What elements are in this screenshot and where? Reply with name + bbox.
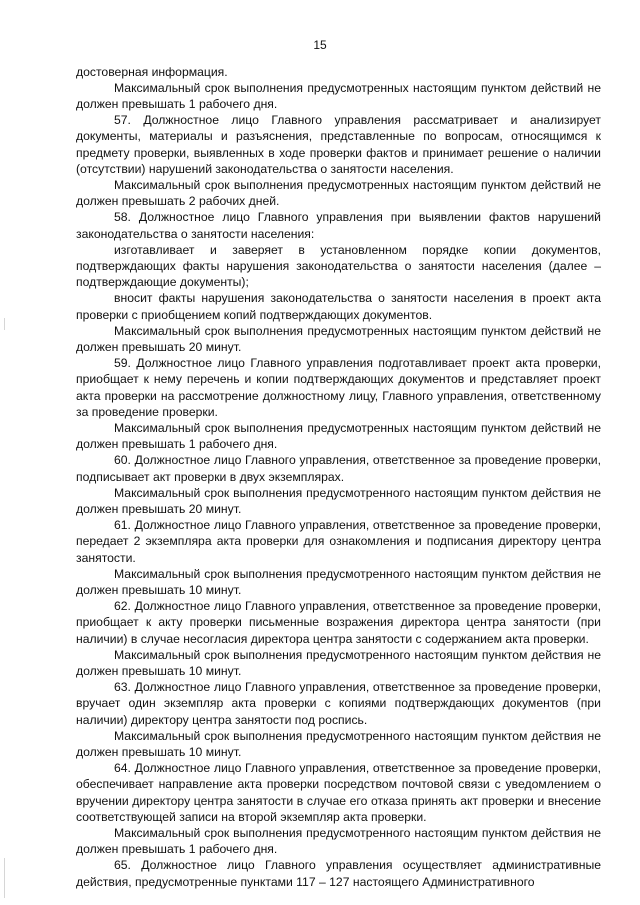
paragraph-deadline-20-min-2: Максимальный срок выполнения предусмотренного настоящим пунктом действия не должен превышать 20 минут.	[76, 485, 601, 516]
paragraph-item-58-sub-2: вносит факты нарушения законодательства о занятости населения в проект акта проверки с приобщением копий подтверждающих документов.	[76, 291, 601, 322]
paragraph-item-65: 65. Должностное лицо Главного управления осуществляет административные действия, предусмотренные пунктами 117 – 127 настоящего Административного	[76, 858, 601, 889]
paragraph-deadline-1-day-3: Максимальный срок выполнения предусмотренного настоящим пунктом действия не должен превышать 1 рабочего дня.	[76, 826, 601, 857]
paragraph-continuation: достоверная информация.	[76, 64, 228, 79]
document-body	[76, 64, 601, 890]
paragraph-item-57: 57. Должностное лицо Главного управления рассматривает и анализирует документы, материалы и разъяснения, представленные по вопросам, относящимся к предмету проверки, выявленных в ходе проверки фактов и принимает решение о наличии (отсутствии) нарушений законодательства о занятости населения.	[76, 113, 601, 176]
paragraph-deadline-20-min: Максимальный срок выполнения предусмотренных настоящим пунктом действий не должен превышать 20 минут.	[76, 323, 601, 354]
paragraph-item-58: 58. Должностное лицо Главного управления при выявлении фактов нарушений законодательства о занятости населения:	[76, 210, 601, 241]
paragraph-item-62: 62. Должностное лицо Главного управления, ответственное за проведение проверки, приобщает к акту проверки письменные возражения директора центра занятости (при наличии) в случае несогласия директора центра занятости с содержанием акта проверки.	[76, 599, 601, 646]
paragraph-item-63: 63. Должностное лицо Главного управления, ответственное за проведение проверки, вручает один экземпляр акта проверки с копиями подтверждающих документов (при наличии) директору центра занятости под роспись.	[76, 680, 601, 727]
paragraph-item-61: 61. Должностное лицо Главного управления, ответственное за проведение проверки, передает 2 экземпляра акта проверки для ознакомления и подписания директору центра занятости.	[76, 518, 601, 565]
paragraph-item-60: 60. Должностное лицо Главного управления, ответственное за проведение проверки, подписывает акт проверки в двух экземплярах.	[76, 453, 601, 484]
paragraph-deadline-10-min-2: Максимальный срок выполнения предусмотренного настоящим пунктом действия не должен превышать 10 минут.	[76, 647, 601, 679]
paragraph-deadline-2-days: Максимальный срок выполнения предусмотренных настоящим пунктом действий не должен превышать 2 рабочих дней.	[76, 177, 601, 209]
paragraph-deadline-1-day-2: Максимальный срок выполнения предусмотренных настоящим пунктом действий не должен превышать 1 рабочего дня.	[76, 420, 601, 452]
paragraph-item-64: 64. Должностное лицо Главного управления, ответственное за проведение проверки, обеспечивает направление акта проверки посредством почтовой связи с уведомлением о вручении директору центра занятости в случае его отказа принять акт проверки и внесение соответствующей записи на второй экземпляр акта проверки.	[76, 761, 601, 824]
left-margin-mark-top	[4, 318, 5, 330]
paragraph-deadline-10-min-3: Максимальный срок выполнения предусмотренного настоящим пунктом действия не должен превышать 10 минут.	[76, 728, 601, 760]
paragraph-deadline-1-day: Максимальный срок выполнения предусмотренных настоящим пунктом действий не должен превышать 1 рабочего дня.	[76, 80, 601, 111]
paragraph-item-58-sub-1: изготавливает и заверяет в установленном порядке копии документов, подтверждающих факты нарушения законодательства о занятости населения (далее – подтверждающие документы);	[76, 242, 601, 290]
paragraph-item-59: 59. Должностное лицо Главного управления подготавливает проект акта проверки, приобщает к нему перечень и копии подтверждающих документов и представляет проект акта проверки на рассмотрение должностному лицу, Главного управления, ответственному за проведение проверки.	[76, 356, 601, 419]
paragraph-deadline-10-min: Максимальный срок выполнения предусмотренного настоящим пунктом действия не должен превышать 10 минут.	[76, 566, 601, 597]
left-margin-mark-bottom	[4, 858, 5, 898]
page-number: 15	[313, 38, 327, 52]
